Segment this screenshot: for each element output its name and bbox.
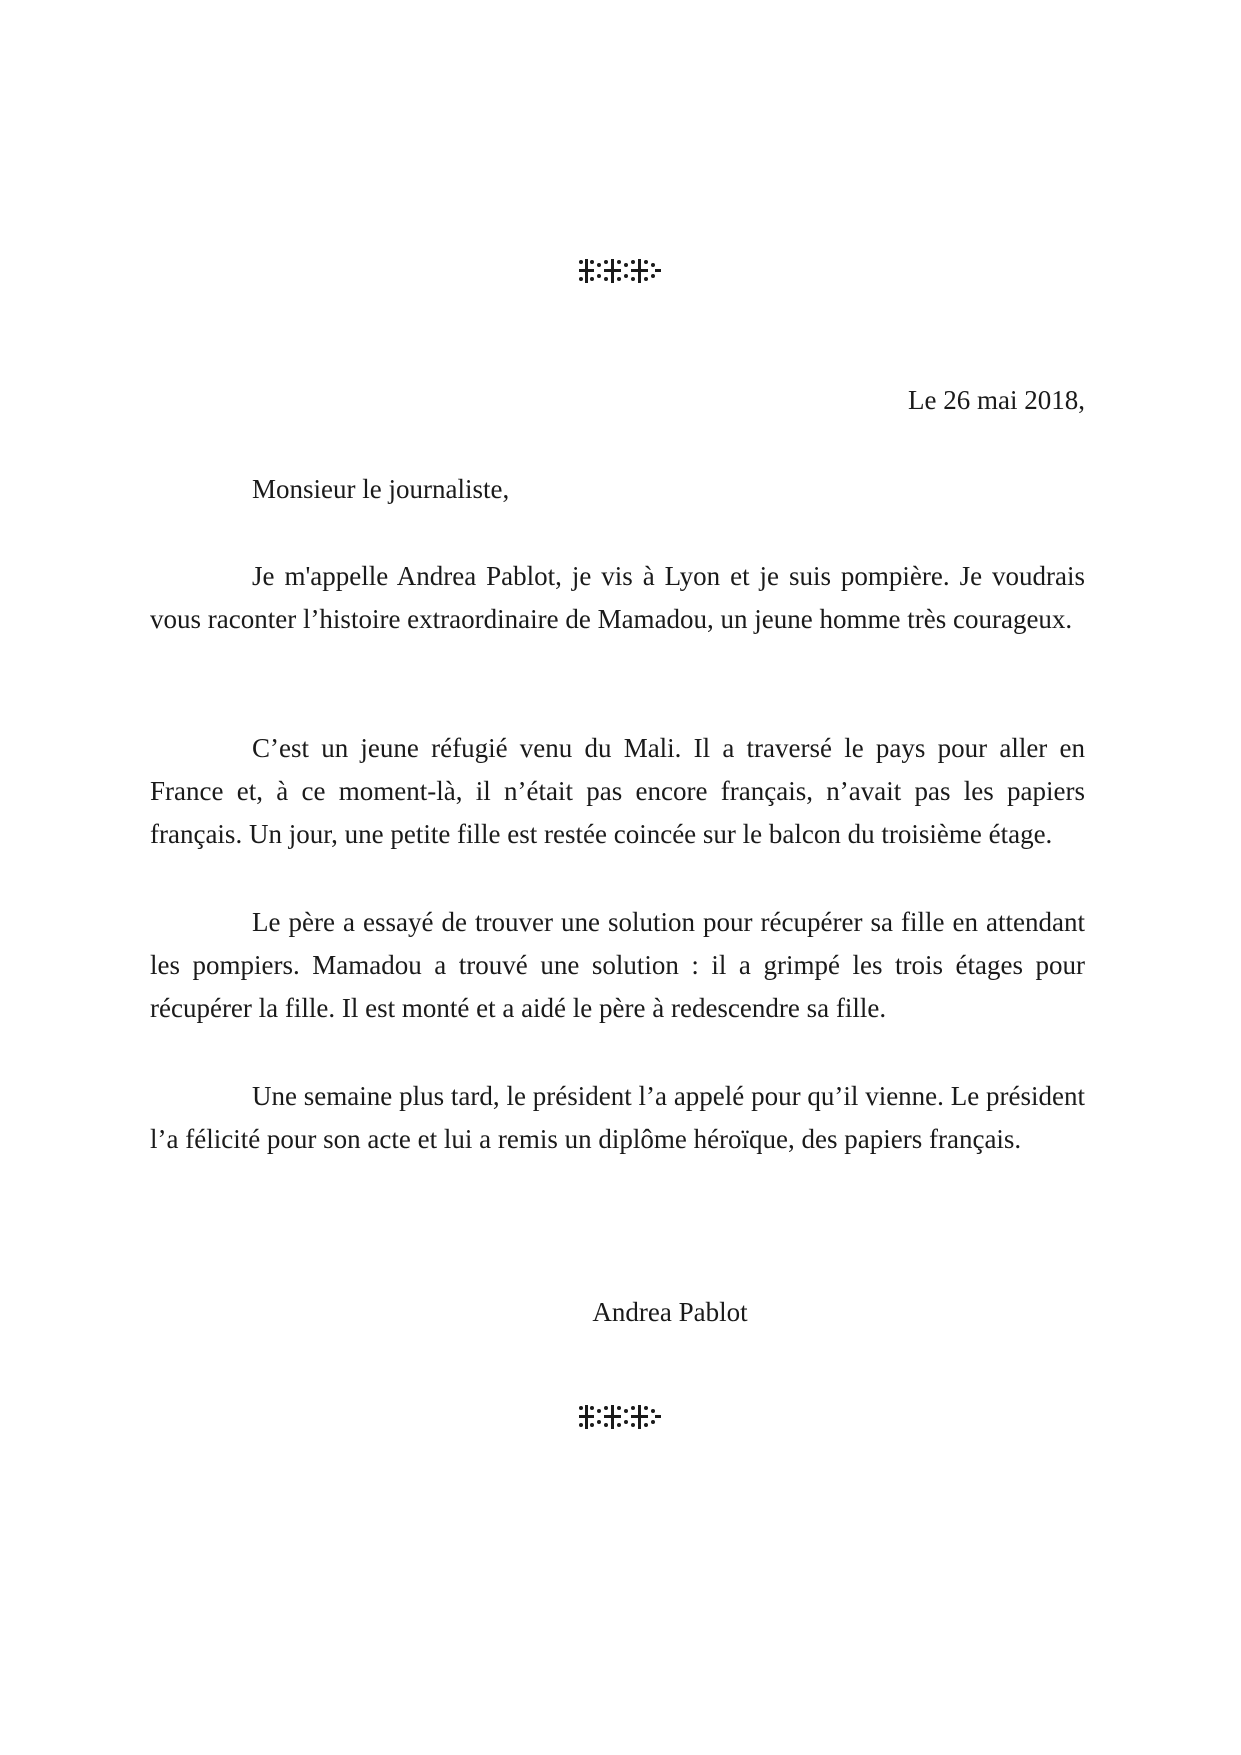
bottom-ornament-icon (579, 1403, 661, 1431)
letter-salutation: Monsieur le journaliste, (252, 474, 510, 504)
letter-date: Le 26 mai 2018, (908, 385, 1085, 415)
letter-paragraph-3: Le père a essayé de trouver une solution pour récupérer sa fille en attendant les pompiers. Mamadou a trouvé une solution : il a grimpé les trois étages pour récupérer la fille. Il est monté et a aidé le père à redescendre sa fille. (150, 907, 1085, 1023)
letter-paragraph-1: Je m'appelle Andrea Pablot, je vis à Lyon et je suis pompière. Je voudrais vous raconter l’histoire extraordinaire de Mamadou, un jeune homme très courageux. (150, 561, 1085, 634)
top-ornament-icon (579, 257, 661, 285)
letter-paragraph-2: C’est un jeune réfugié venu du Mali. Il a traversé le pays pour aller en France et, à ce moment-là, il n’était pas encore français, n’avait pas les papiers français. Un jour, une petite fille est restée coincée sur le balcon du troisième étage. (150, 733, 1085, 849)
letter-paragraph-4: Une semaine plus tard, le président l’a appelé pour qu’il vienne. Le président l’a félicité pour son acte et lui a remis un diplôme héroïque, des papiers français. (150, 1081, 1085, 1154)
letter-signature: Andrea Pablot (592, 1297, 748, 1327)
